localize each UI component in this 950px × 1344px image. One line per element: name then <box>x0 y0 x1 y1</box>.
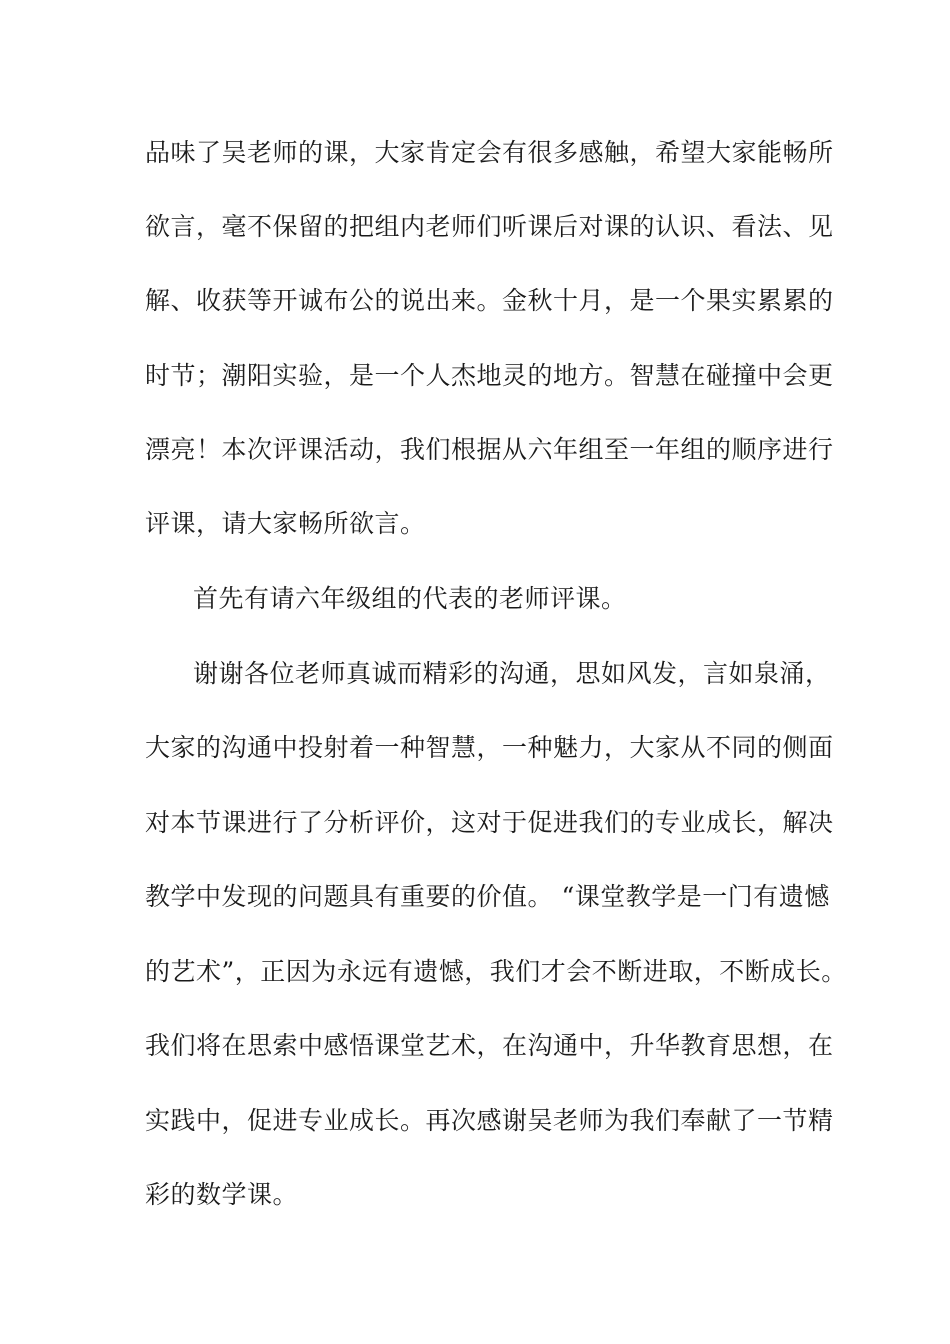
text-line: 的艺术”，正因为永远有遗憾，我们才会不断进取，不断成长。 <box>145 957 847 986</box>
text-line: 我们将在思索中感悟课堂艺术，在沟通中，升华教育思想，在 <box>145 1031 834 1060</box>
text-line: 解、收获等开诚布公的说出来。金秋十月，是一个果实累累的 <box>145 286 834 315</box>
text-line: 大家的沟通中投射着一种智慧，一种魅力，大家从不同的侧面 <box>145 733 834 762</box>
text-line: 欲言，毫不保留的把组内老师们听课后对课的认识、看法、见 <box>145 212 834 241</box>
text-line: 评课，请大家畅所欲言。 <box>145 509 426 538</box>
paragraph-first-line: 首先有请六年级组的代表的老师评课。 <box>193 584 627 613</box>
paragraph-first-line: 谢谢各位老师真诚而精彩的沟通，思如风发，言如泉涌， <box>193 659 831 688</box>
text-line: 漂亮！本次评课活动，我们根据从六年组至一年组的顺序进行 <box>145 435 834 464</box>
text-line: 实践中，促进专业成长。再次感谢吴老师为我们奉献了一节精 <box>145 1106 834 1135</box>
text-line: 教学中发现的问题具有重要的价值。 “课堂教学是一门有遗憾 <box>145 882 830 911</box>
text-line: 品味了吴老师的课，大家肯定会有很多感触，希望大家能畅所 <box>145 138 834 167</box>
text-line: 时节；潮阳实验，是一个人杰地灵的地方。智慧在碰撞中会更 <box>145 361 834 390</box>
text-line: 彩的数学课。 <box>145 1180 299 1209</box>
text-line: 对本节课进行了分析评价，这对于促进我们的专业成长，解决 <box>145 808 834 837</box>
